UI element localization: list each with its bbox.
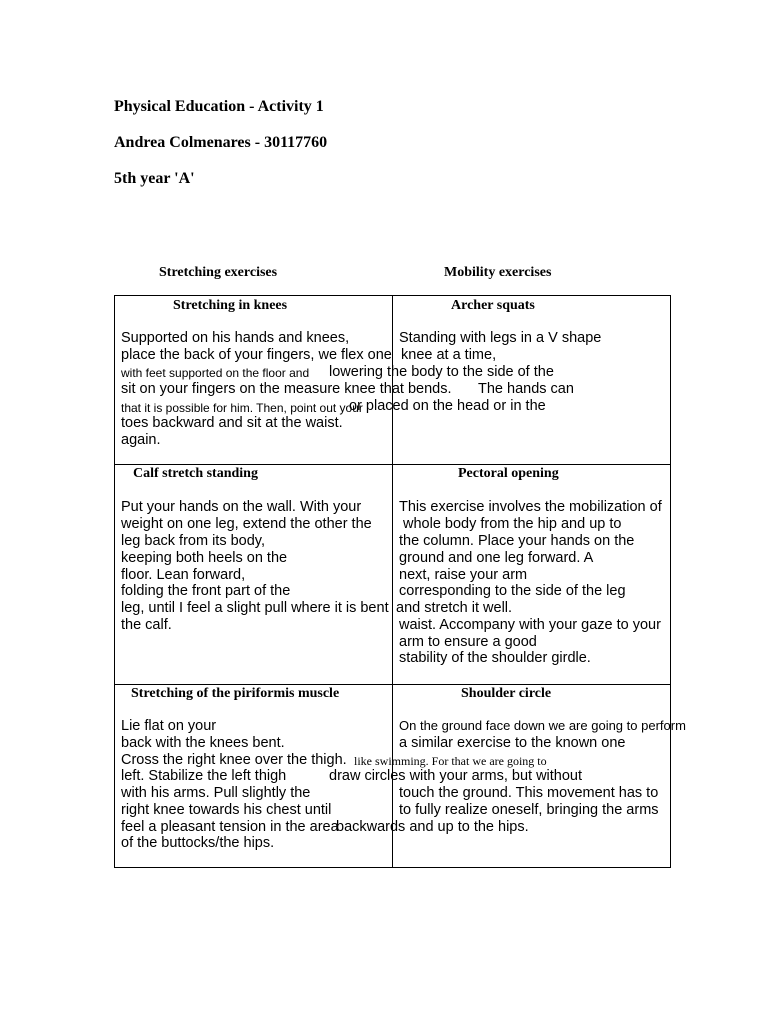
cell-text-line: left. Stabilize the left thigh <box>121 768 287 784</box>
grade-label: 5th year 'A' <box>114 170 195 187</box>
cell-text-line: whole body from the hip and up to <box>403 516 622 532</box>
cell-text-line: a similar exercise to the known one <box>399 735 626 751</box>
cell-text-line: back with the knees bent. <box>121 735 285 751</box>
cell-text-line: The hands can <box>478 381 574 397</box>
cell-text-line: On the ground face down we are going to perform <box>399 718 686 733</box>
cell-text-line: stability of the shoulder girdle. <box>399 650 591 666</box>
cell-text-line: that it is possible for him. Then, point out your <box>121 401 363 415</box>
cell-text-line: knee at a time, <box>401 347 497 363</box>
cell-text-line: Standing with legs in a V shape <box>399 330 602 346</box>
cell-text-line: like swimming. For that we are going to <box>354 754 547 768</box>
cell-text-line: arm to ensure a good <box>399 634 537 650</box>
cell-text-line: next, raise your arm <box>399 567 528 583</box>
cell-text-line: folding the front part of the <box>121 583 291 599</box>
student-name: Andrea Colmenares - 30117760 <box>114 134 328 151</box>
cell-text-line: feel a pleasant tension in the area <box>121 819 339 835</box>
cell-text-line: the column. Place your hands on the <box>399 533 635 549</box>
cell-text-line: waist. Accompany with your gaze to your <box>399 617 661 633</box>
cell-title-archer-squats: Archer squats <box>451 298 535 313</box>
cell-text-line: Put your hands on the wall. With your <box>121 499 362 515</box>
cell-text-line: with feet supported on the floor and <box>121 366 310 380</box>
cell-text-line: sit on your fingers on the measure knee that bends. <box>121 381 452 397</box>
cell-title-piriformis-stretch: Stretching of the piriformis muscle <box>131 686 340 701</box>
cell-text-line: Lie flat on your <box>121 718 217 734</box>
cell-text-line: weight on one leg, extend the other the <box>121 516 372 532</box>
cell-title-stretching-knees: Stretching in knees <box>173 298 288 313</box>
cell-text-line: corresponding to the side of the leg <box>399 583 626 599</box>
cell-text-line: to fully realize oneself, bringing the arms <box>399 802 659 818</box>
cell-text-line: floor. Lean forward, <box>121 567 246 583</box>
cell-title-pectoral-opening: Pectoral opening <box>458 466 559 481</box>
cell-text-line: and stretch it well. <box>396 600 513 616</box>
cell-text-line: right knee towards his chest until <box>121 802 332 818</box>
table-border-left <box>114 295 115 868</box>
column-header-mobility: Mobility exercises <box>444 265 552 280</box>
cell-text-line: place the back of your fingers, we flex one <box>121 347 392 363</box>
cell-text-line: backwards and up to the hips. <box>336 819 529 835</box>
cell-text-line: draw circles with your arms, but without <box>329 768 583 784</box>
table-border-right <box>670 295 671 868</box>
cell-text-line: ground and one leg forward. A <box>399 550 594 566</box>
cell-title-shoulder-circle: Shoulder circle <box>461 686 552 701</box>
cell-text-line: leg back from its body, <box>121 533 265 549</box>
cell-text-line: of the buttocks/the hips. <box>121 835 275 851</box>
cell-text-line: keeping both heels on the <box>121 550 288 566</box>
cell-title-calf-stretch: Calf stretch standing <box>133 466 258 481</box>
cell-text-line: or placed on the head or in the <box>349 398 546 414</box>
cell-text-line: leg, until I feel a slight pull where it is bent <box>121 600 389 616</box>
cell-text-line: the calf. <box>121 617 172 633</box>
cell-text-line: touch the ground. This movement has to <box>399 785 659 801</box>
document-title: Physical Education - Activity 1 <box>114 98 324 115</box>
cell-text-line: This exercise involves the mobilization of <box>399 499 662 515</box>
cell-text-line: lowering the body to the side of the <box>329 364 554 380</box>
cell-text-line: toes backward and sit at the waist. <box>121 415 343 431</box>
cell-text-line: with his arms. Pull slightly the <box>121 785 311 801</box>
cell-text-line: Supported on his hands and knees, <box>121 330 350 346</box>
column-header-stretching: Stretching exercises <box>159 265 278 280</box>
cell-text-line: again. <box>121 432 161 448</box>
cell-text-line: Cross the right knee over the thigh. <box>121 752 347 768</box>
